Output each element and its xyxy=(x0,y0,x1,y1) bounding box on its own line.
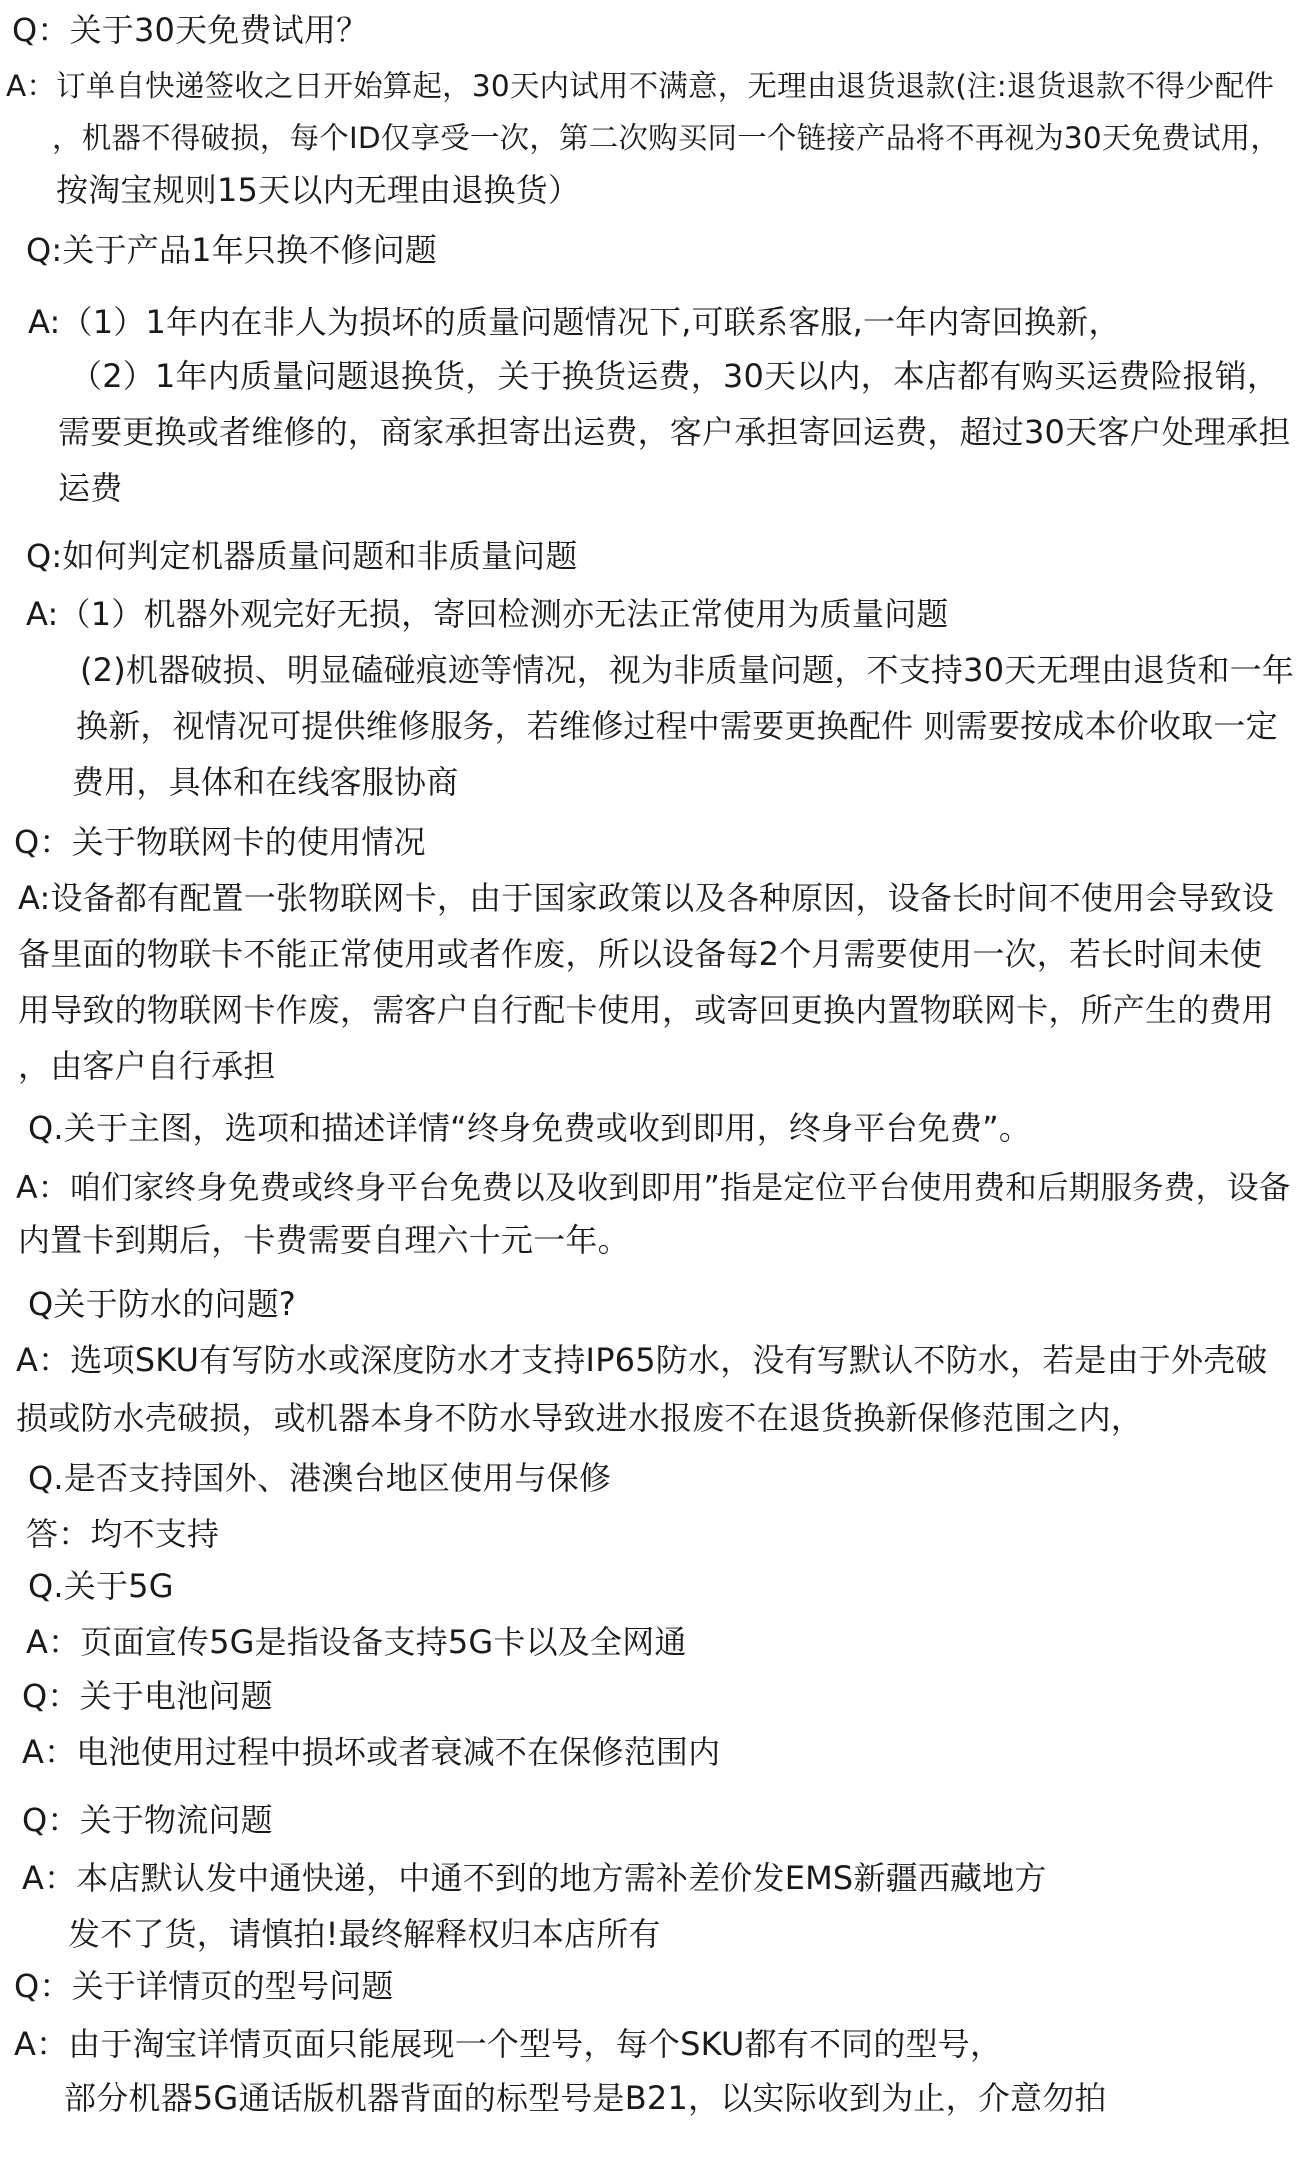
faq-waterproof-answer-line: 损或防水壳破损，或机器本身不防水导致进水报废不在退货换新保修范围之内， xyxy=(16,1399,1144,1437)
faq-quality-answer-line: 换新，视情况可提供维修服务，若维修过程中需要更换配件 则需要按成本价收取一定 xyxy=(76,707,1278,745)
faq-trial-answer-line: 按淘宝规则15天以内无理由退换货） xyxy=(56,171,581,209)
faq-warranty-question: Q:关于产品1年只换不修问题 xyxy=(26,231,438,269)
faq-warranty-answer-line: A:（1）1年内在非人为损坏的质量问题情况下,可联系客服,一年内寄回换新， xyxy=(28,303,1121,341)
faq-warranty-answer-line: 运费 xyxy=(58,469,123,507)
faq-waterproof-answer-line: A：选项SKU有写防水或深度防水才支持IP65防水，没有写默认不防水，若是由于外壳破 xyxy=(16,1341,1268,1379)
faq-model-question: Q：关于详情页的型号问题 xyxy=(14,1967,394,2005)
faq-model-answer-line: A：由于淘宝详情页面只能展现一个型号，每个SKU都有不同的型号， xyxy=(14,2025,1003,2063)
faq-iot-card-answer-line: ，由客户自行承担 xyxy=(18,1047,276,1085)
faq-trial-question: Q：关于30天免费试用？ xyxy=(12,11,369,49)
faq-trial-answer-line: A：订单自快递签收之日开始算起，30天内试用不满意，无理由退货退款(注:退货退款不得少配件 xyxy=(6,69,1275,103)
faq-iot-card-answer-line: A:设备都有配置一张物联网卡，由于国家政策以及各种原因，设备长时间不使用会导致设 xyxy=(18,879,1275,917)
faq-main-image-question: Q.关于主图，选项和描述详情“终身免费或收到即用，终身平台免费”。 xyxy=(28,1109,1032,1147)
faq-logistics-question: Q：关于物流问题 xyxy=(22,1801,273,1839)
faq-5g-answer: A：页面宣传5G是指设备支持5G卡以及全网通 xyxy=(26,1623,687,1661)
faq-waterproof-question: Q关于防水的问题? xyxy=(28,1285,296,1323)
faq-5g-question: Q.关于5G xyxy=(28,1567,174,1605)
faq-overseas-question: Q.是否支持国外、港澳台地区使用与保修 xyxy=(28,1459,612,1497)
faq-model-answer-line: 部分机器5G通话版机器背面的标型号是B21，以实际收到为止，介意勿拍 xyxy=(64,2079,1107,2117)
faq-main-image-answer-line: A：咱们家终身免费或终身平台免费以及收到即用”指是定位平台使用费和后期服务费，设备 xyxy=(16,1170,1291,1206)
faq-warranty-answer-line: 需要更换或者维修的，商家承担寄出运费，客户承担寄回运费，超过30天客户处理承担 xyxy=(58,413,1291,451)
faq-main-image-answer-line: 内置卡到期后，卡费需要自理六十元一年。 xyxy=(18,1221,630,1259)
faq-iot-card-answer-line: 用导致的物联网卡作废，需客户自行配卡使用，或寄回更换内置物联网卡，所产生的费用 xyxy=(18,991,1274,1029)
faq-quality-answer-line: A:（1）机器外观完好无损，寄回检测亦无法正常使用为质量问题 xyxy=(26,595,949,633)
faq-quality-answer-line: (2)机器破损、明显磕碰痕迹等情况，视为非质量问题，不支持30天无理由退货和一年 xyxy=(80,651,1295,689)
faq-logistics-answer-line: A：本店默认发中通快递，中通不到的地方需补差价发EMS新疆西藏地方 xyxy=(22,1859,1047,1897)
faq-battery-answer: A：电池使用过程中损坏或者衰减不在保修范围内 xyxy=(22,1733,721,1771)
faq-overseas-answer: 答：均不支持 xyxy=(26,1515,220,1553)
faq-iot-card-answer-line: 备里面的物联卡不能正常使用或者作废，所以设备每2个月需要使用一次，若长时间未使 xyxy=(18,935,1263,973)
faq-logistics-answer-line: 发不了货，请慎拍!最终解释权归本店所有 xyxy=(68,1915,661,1953)
faq-battery-question: Q：关于电池问题 xyxy=(22,1677,273,1715)
faq-warranty-answer-line: （2）1年内质量问题退换货，关于换货运费，30天以内，本店都有购买运费险报销， xyxy=(70,357,1280,395)
faq-quality-answer-line: 费用，具体和在线客服协商 xyxy=(72,763,459,801)
faq-quality-question: Q:如何判定机器质量问题和非质量问题 xyxy=(26,537,578,575)
faq-iot-card-question: Q：关于物联网卡的使用情况 xyxy=(14,823,426,861)
faq-trial-answer-line: ，机器不得破损，每个ID仅享受一次，第二次购买同一个链接产品将不再视为30天免费试用， xyxy=(52,121,1281,155)
